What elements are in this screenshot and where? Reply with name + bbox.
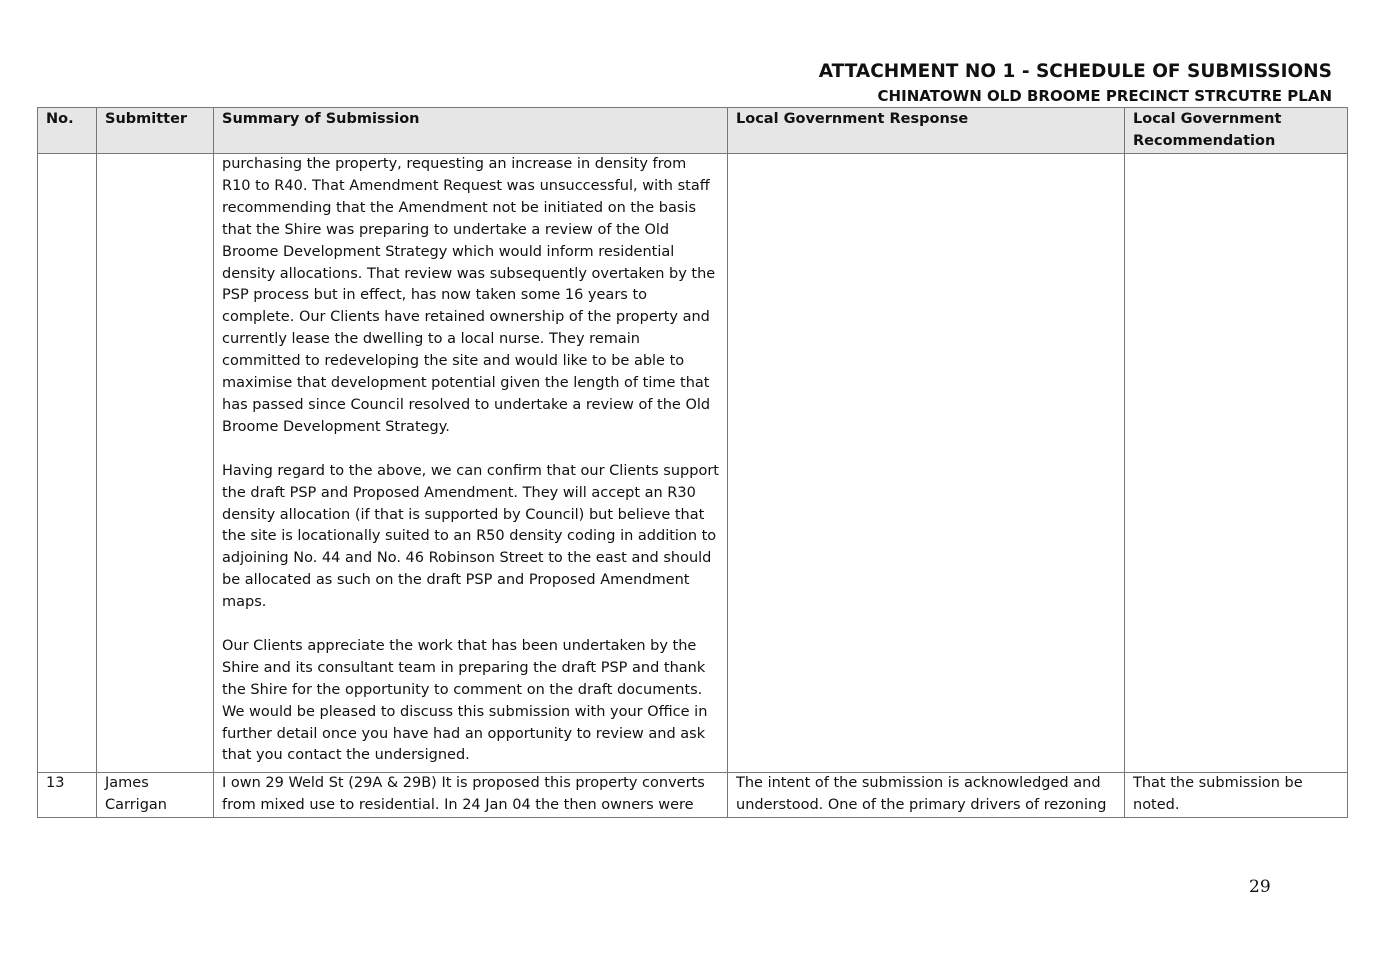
cell-summary: I own 29 Weld St (29A & 29B) It is proposed this property converts from mixed use to residential. In 24 Jan 04 the then owners were (214, 773, 728, 818)
table-row (38, 773, 1348, 818)
cell-no (38, 154, 97, 773)
table-row (38, 154, 1348, 773)
submissions-table (37, 107, 1348, 818)
page-number: 29 (1249, 877, 1271, 897)
column-header-recommendation: Local Government Recommendation (1125, 108, 1348, 154)
document-subtitle: CHINATOWN OLD BROOME PRECINCT STRCUTRE PLAN (877, 87, 1332, 105)
column-header-submitter: Submitter (97, 108, 214, 154)
table-header-row (38, 108, 1348, 154)
cell-no: 13 (38, 773, 97, 818)
cell-recommendation: That the submission be noted. (1125, 773, 1348, 818)
document-title: ATTACHMENT NO 1 - SCHEDULE OF SUBMISSIONS (818, 61, 1332, 82)
column-header-summary: Summary of Submission (214, 108, 728, 154)
cell-submitter: James Carrigan (97, 773, 214, 818)
cell-response: The intent of the submission is acknowledged and understood. One of the primary drivers of rezoning (728, 773, 1125, 818)
cell-recommendation (1125, 154, 1348, 773)
column-header-no: No. (38, 108, 97, 154)
cell-response (728, 154, 1125, 773)
cell-summary: purchasing the property, requesting an increase in density from R10 to R40. That Amendment Request was unsuccessful, with staff recommending that the Amendment not be initiated on the basis that the Shire was preparing to undertake a review of the Old Broome Development Strategy which would inform residential density allocations. That review was subsequently overtaken by the PSP process but in effect, has now taken some 16 years to complete. Our Clients have retained ownership of the property and currently lease the dwelling to a local nurse. They remain committed to redeveloping the site and would like to be able to maximise that development potential given the length of time that has passed since Council resolved to undertake a review of the Old Broome Development Strategy. Having regard to the above, we can confirm that our Clients support the draft PSP and Proposed Amendment. They will accept an R30 density allocation (if that is supported by Council) but believe that the site is locationally suited to an R50 density coding in addition to adjoining No. 44 and No. 46 Robinson Street to the east and should be allocated as such on the draft PSP and Proposed Amendment maps. Our Clients appreciate the work that has been undertaken by the Shire and its consultant team in preparing the draft PSP and thank the Shire for the opportunity to comment on the draft documents. We would be pleased to discuss this submission with your Office in further detail once you have had an opportunity to review and ask that you contact the undersigned. (214, 154, 728, 773)
cell-submitter (97, 154, 214, 773)
column-header-response: Local Government Response (728, 108, 1125, 154)
